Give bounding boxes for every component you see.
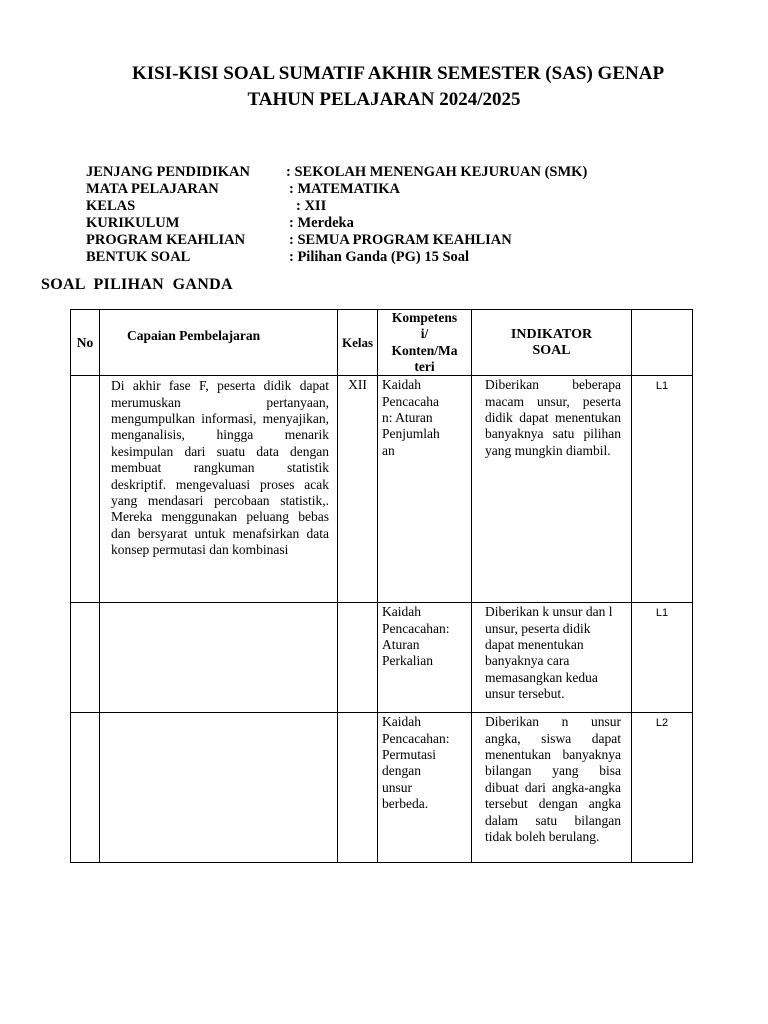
header-capaian: Capaian Pembelajaran: [100, 310, 338, 376]
cell-no: [71, 603, 100, 713]
kompetensi-line: Kaidah: [382, 604, 421, 620]
kompetensi-line: Aturan: [382, 637, 420, 652]
kisi-kisi-table: [70, 309, 693, 863]
header-indikator: [472, 310, 632, 376]
kompetensi-line: Pencacahan:: [382, 620, 450, 636]
cell-capaian: [100, 603, 338, 713]
section-title: SOAL PILIHAN GANDA: [41, 276, 233, 293]
document-title-line-2: TAHUN PELAJARAN 2024/2025: [247, 89, 521, 110]
cell-kompetensi: [378, 376, 472, 603]
header-indikator-line: INDIKATOR: [510, 326, 593, 342]
header-kompetensi-line: Kompetens: [391, 310, 458, 325]
meta-key: JENJANG PENDIDIKAN: [86, 164, 250, 180]
meta-key: KURIKULUM: [86, 215, 180, 231]
header-indikator-line: SOAL: [532, 342, 571, 358]
cell-indikator: Diberikan beberapa macam unsur, peserta didik dapat menentukan banyaknya satu pilihan yang mungkin diambil.: [472, 376, 632, 603]
meta-value: : XII: [296, 198, 327, 214]
cell-kelas: [338, 713, 378, 863]
header-kompetensi-line: i/: [420, 326, 429, 342]
kompetensi-line: unsur: [382, 779, 412, 795]
kompetensi-line: an: [382, 442, 395, 458]
kompetensi-line: Permutasi: [382, 747, 436, 762]
kompetensi-line: Kaidah: [382, 377, 421, 393]
meta-key: BENTUK SOAL: [86, 249, 191, 265]
header-kompetensi-line: Konten/Ma: [391, 342, 458, 358]
meta-value: : SEMUA PROGRAM KEAHLIAN: [289, 232, 512, 248]
meta-value: : SEKOLAH MENENGAH KEJURUAN (SMK): [286, 164, 588, 180]
cell-capaian: [100, 713, 338, 863]
kompetensi-line: Pencacahan:: [382, 730, 450, 746]
header-level: [632, 310, 693, 376]
header-no: No: [71, 310, 100, 376]
cell-level: L2: [632, 713, 693, 863]
kompetensi-line: Penjumlah: [382, 426, 440, 442]
header-kompetensi-line: teri: [414, 358, 435, 374]
header-kompetensi: [378, 310, 472, 376]
cell-kelas: XII: [338, 376, 378, 603]
cell-capaian: Di akhir fase F, peserta didik dapat merumuskan pertanyaan, mengumpulkan informasi, menyajikan, menganalisis, hingga menarik kesimpulan dari suatu data dengan membuat rangkuman statistik deskriptif. mengevaluasi proses acak yang mendasari percobaan statistik,. Mereka menggunakan peluang bebas dan bersyarat untuk menafsirkan data konsep permutasi dan kombinasi: [100, 376, 338, 603]
kompetensi-line: Perkalian: [382, 653, 433, 669]
kompetensi-line: Kaidah: [382, 714, 421, 730]
meta-value: : Merdeka: [289, 215, 354, 231]
meta-value: : Pilihan Ganda (PG) 15 Soal: [289, 249, 470, 265]
cell-no: [71, 713, 100, 863]
table-header-row: [71, 310, 693, 376]
table-row: [71, 713, 693, 863]
cell-kompetensi: [378, 713, 472, 863]
meta-key: KELAS: [86, 198, 136, 214]
cell-kelas: [338, 603, 378, 713]
cell-indikator: Diberikan k unsur dan l unsur, peserta didik dapat menentukan banyaknya cara memasangkan kedua unsur tersebut.: [472, 603, 632, 713]
table-row: [71, 376, 693, 603]
cell-level: L1: [632, 603, 693, 713]
cell-level: L1: [632, 376, 693, 603]
cell-kompetensi: [378, 603, 472, 713]
kompetensi-line: berbeda.: [382, 796, 429, 812]
kompetensi-line: n: Aturan: [382, 410, 433, 425]
meta-key: MATA PELAJARAN: [86, 181, 219, 197]
meta-key: PROGRAM KEAHLIAN: [86, 232, 246, 248]
document-title-line-1: KISI-KISI SOAL SUMATIF AKHIR SEMESTER (SAS) GENAP: [131, 63, 665, 84]
kompetensi-line: Pencacaha: [382, 393, 439, 409]
kompetensi-line: dengan: [382, 763, 421, 779]
meta-value: : MATEMATIKA: [289, 181, 401, 197]
header-kelas: Kelas: [338, 310, 378, 376]
cell-no: [71, 376, 100, 603]
cell-indikator: Diberikan n unsur angka, siswa dapat menentukan banyaknya bilangan yang bisa dibuat dari angka-angka tersebut dengan angka dalam satu bilangan tidak boleh berulang.: [472, 713, 632, 863]
table-row: [71, 603, 693, 713]
